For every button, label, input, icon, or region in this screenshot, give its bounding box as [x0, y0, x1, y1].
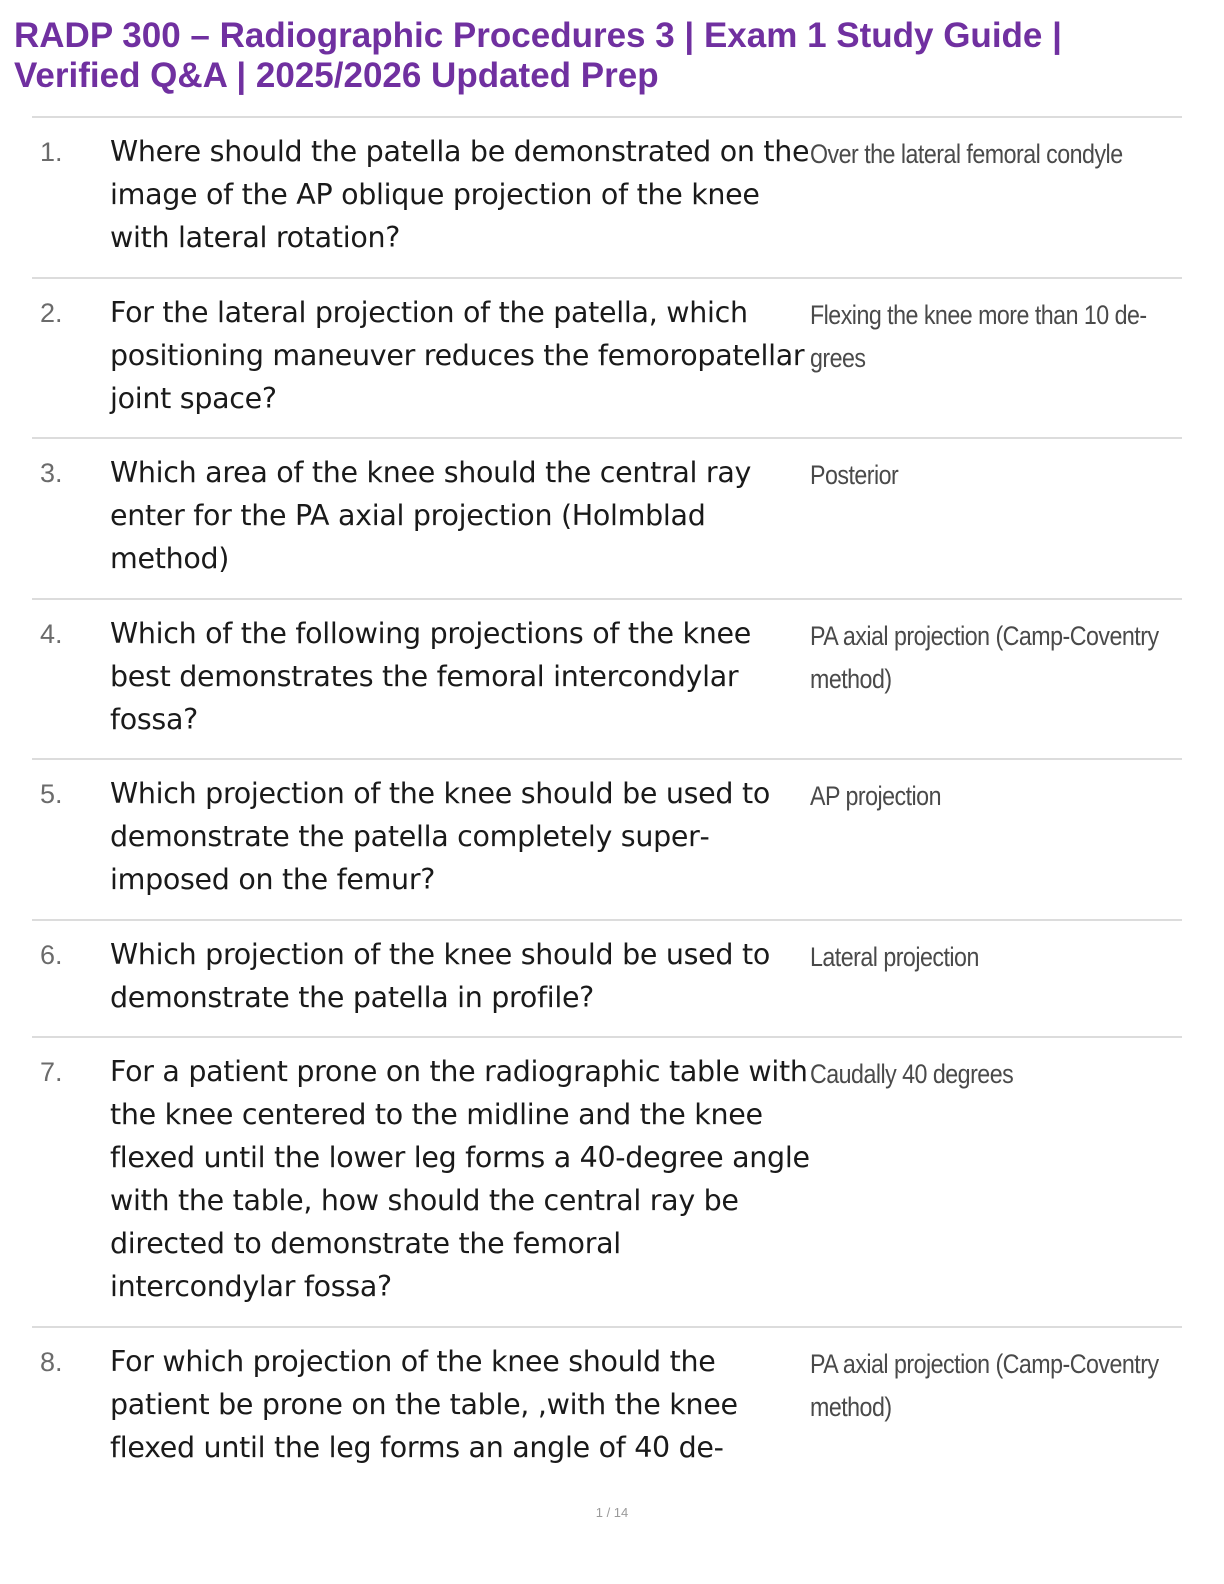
qa-row	[32, 921, 1182, 1038]
answer-text: Over the lateral femoral condyle	[810, 139, 1123, 169]
question-text: For which projection of the knee should the patient be prone on the table, ,with the knee flexed until the leg forms an angle of 40 de-	[110, 1345, 738, 1464]
question-text: Which of the following projections of the knee best demonstrates the femoral intercondylar fossa?	[110, 617, 751, 736]
qa-row	[32, 279, 1182, 439]
question-number: 1.	[40, 137, 63, 167]
answer-text: Lateral projection	[810, 942, 979, 972]
answer-text: Flexing the knee more than 10 degrees	[810, 300, 1148, 373]
question-number: 3.	[40, 458, 63, 488]
question-text: Which projection of the knee should be used to demonstrate the patella in profile?	[110, 938, 770, 1014]
answer-text: Posterior	[810, 460, 899, 490]
question-number: 7.	[40, 1057, 63, 1087]
question-number: 8.	[40, 1347, 63, 1377]
document-title: RADP 300 – Radiographic Procedures 3 | Exam 1 Study Guide | Verified Q&A | 2025/2026 Updated Prep	[14, 16, 1062, 95]
question-text: Which projection of the knee should be used to demonstrate the patella completely superimposed on the femur?	[110, 777, 770, 896]
answer-text: PA axial projection (Camp-Coventry method)	[810, 1349, 1159, 1422]
question-number: 4.	[40, 619, 63, 649]
question-number: 5.	[40, 779, 63, 809]
question-text: Where should the patella be demonstrated on the image of the AP oblique projection of the knee with lateral rotation?	[110, 135, 810, 254]
qa-list	[32, 116, 1182, 1478]
answer-text: PA axial projection (Camp-Coventry method)	[810, 621, 1159, 694]
question-text: For the lateral projection of the patella, which positioning maneuver reduces the femoropatellar joint space?	[110, 296, 805, 415]
qa-row	[32, 439, 1182, 600]
question-number: 2.	[40, 298, 63, 328]
page-number: 1 / 14	[595, 1505, 629, 1520]
qa-row	[32, 760, 1182, 921]
qa-row	[32, 1038, 1182, 1328]
question-text: For a patient prone on the radiographic table with the knee centered to the midline and the knee flexed until the lower leg forms a 40-degree angle with the table, how should the central ray be directed to demonstrate the femoral intercondylar fossa?	[110, 1055, 810, 1303]
answer-text: AP projection	[810, 781, 941, 811]
qa-row	[32, 118, 1182, 279]
qa-row	[32, 1328, 1182, 1478]
question-text: Which area of the knee should the central ray enter for the PA axial projection (Holmblad method)	[110, 456, 752, 575]
answer-text: Caudally 40 degrees	[810, 1059, 1014, 1089]
qa-row	[32, 600, 1182, 760]
question-number: 6.	[40, 940, 63, 970]
